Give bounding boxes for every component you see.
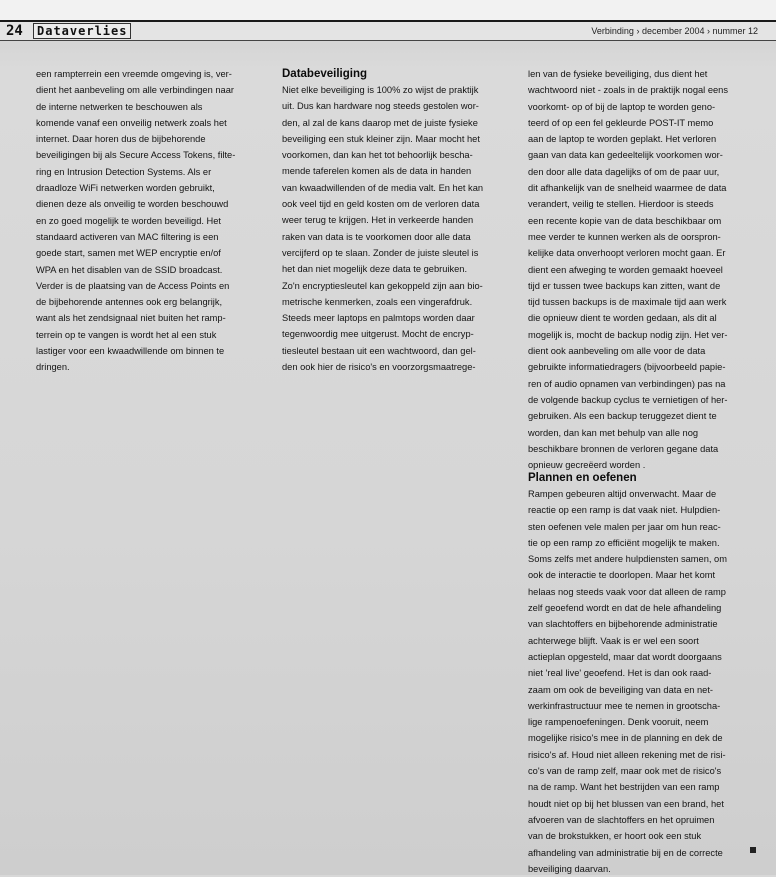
page-header	[0, 20, 776, 41]
column-2-body: Niet elke beveiliging is 100% zo wijst de praktijk uit. Dus kan hardware nog steeds gestolen wor- den, al zal de kans daarop met de juiste fysieke beveiliging een stuk kleiner zijn. Maar mocht het voorkomen, dan kan het tot behoorlijk bescha- mende taferelen komen als de data in handen van kwaadwillenden of de media valt. En het kan ook veel tijd en geld kosten om de verloren data weer terug te krijgen. Het in verkeerde handen raken van data is te voorkomen door alle data vercijferd op te slaan. Zonder de juiste sleutel is het dan niet mogelijk deze data te gebruiken. Zo'n encryptiesleutel kan gekoppeld zijn aan bio- metrische kenmerken, zoals een vingerafdruk. Steeds meer laptops en palmtops worden daar tegenwoordig mee uitgerust. Mocht de encryp- tiesleutel bestaan uit een wachtwoord, dan gel- den ook hier de risico's en voorzorgsmaatrege-	[282, 85, 484, 373]
text-column-3	[528, 66, 761, 473]
text-column-1	[36, 66, 264, 376]
column-3-body: len van de fysieke beveiliging, dus dient het wachtwoord niet - zoals in de praktijk nogal eens voorkomt- op of bij de laptop te worden geno- teerd of op een fel gekleurde POST-IT memo aan de laptop te worden geplakt. Het verloren gaan van data kan gedeeltelijk voorkomen wor- den door alle data dagelijks of om de paar uur, dit afhankelijk van de snelheid waarmee de data verandert, veilig te stellen. Hierdoor is steeds een recente kopie van de data beschikbaar om mee verder te kunnen werken als de oorspron- kelijke data onverhoopt verloren mocht gaan. Er dient een afweging te worden gemaakt hoeveel tijd er tussen twee backups kan zitten, want de tijd tussen backups is de maximale tijd aan werk die opnieuw dient te worden gedaan, als dit al mogelijk is, mocht de backup nodig zijn. Het ver- dient ook aanbeveling om alle voor de data gebruikte informatiedragers (bijvoorbeeld papie- ren of audio opnamen van verbindingen) pas na de volgende backup cyclus te vernietigen of her- gebruiken. Als een backup teruggezet dient te worden, dan kan met behulp van alle nog beschikbare bronnen de verloren gegane data opnieuw gecreëerd worden .	[528, 69, 728, 471]
text-column-3-section	[528, 470, 761, 877]
issue-info: Verbinding › december 2004 › nummer 12	[591, 26, 758, 36]
heading-plannen-en-oefenen: Plannen en oefenen	[528, 472, 637, 484]
column-1-body: een rampterrein een vreemde omgeving is, ver- dient het aanbeveling om alle verbindingen naar de interne netwerken te beschouwen als komende vanaf een onveilig netwerk zoals het internet. Daar horen dus de bijbehorende beveiligingen bij als Secure Access Tokens, filte- ring en Intrusion Detection Systems. Als er draadloze WiFi netwerken worden gebruikt, dienen deze als onveilig te worden beschouwd en zo goed mogelijk te worden beveiligd. Het standaard activeren van MAC filtering is een goede start, samen met WEP encryptie en/of WPA en het disablen van de SSID broadcast. Verder is de plaatsing van de Access Points en de bijbehorende antennes ook erg belangrijk, want als het zendsignaal niet buiten het ramp- terrein op te vangen is wordt het al een stuk lastiger voor een kwaadwillende om binnen te dringen.	[36, 69, 236, 373]
text-column-2	[282, 66, 508, 375]
column-3-section-body: Rampen gebeuren altijd onverwacht. Maar de reactie op een ramp is dat vaak niet. Hulpdien- sten oefenen vele malen per jaar om hun reac- tie op een ramp zo efficiënt mogelijk te maken. Soms zelfs met andere hulpdiensten samen, om ook de interactie te doorlopen. Maar het komt helaas nog steeds vaak voor dat alleen de ramp zelf geoefend wordt en dat de hele afhandeling van slachtoffers en bijbehorende administratie achterwege blijft. Vaak is er wel een soort actieplan opgesteld, maar dat wordt doorgaans niet 'real live' geoefend. Het is dan ook raad- zaam om ook de beveiliging van data en net- werkinfrastructuur mee te nemen in grootscha- lige rampenoefeningen. Denk vooruit, neem mogelijke risico's mee in de planning en dek de risico's af. Houd niet alleen rekening met de risi- co's van de ramp zelf, maar ook met de risico's na de ramp. Want het bestrijden van een ramp houdt niet op bij het blussen van een brand, het afvoeren van de slachtoffers en het opruimen van de brokstukken, er hoort ook een stuk afhandeling van administratie bij en de correcte beveiliging daarvan.	[528, 489, 727, 874]
article-end-mark	[750, 847, 756, 853]
section-title: Dataverlies	[33, 23, 131, 39]
page-top-margin	[0, 0, 776, 20]
page-number: 24	[6, 23, 23, 39]
heading-databeveiliging: Databeveiliging	[282, 68, 367, 80]
